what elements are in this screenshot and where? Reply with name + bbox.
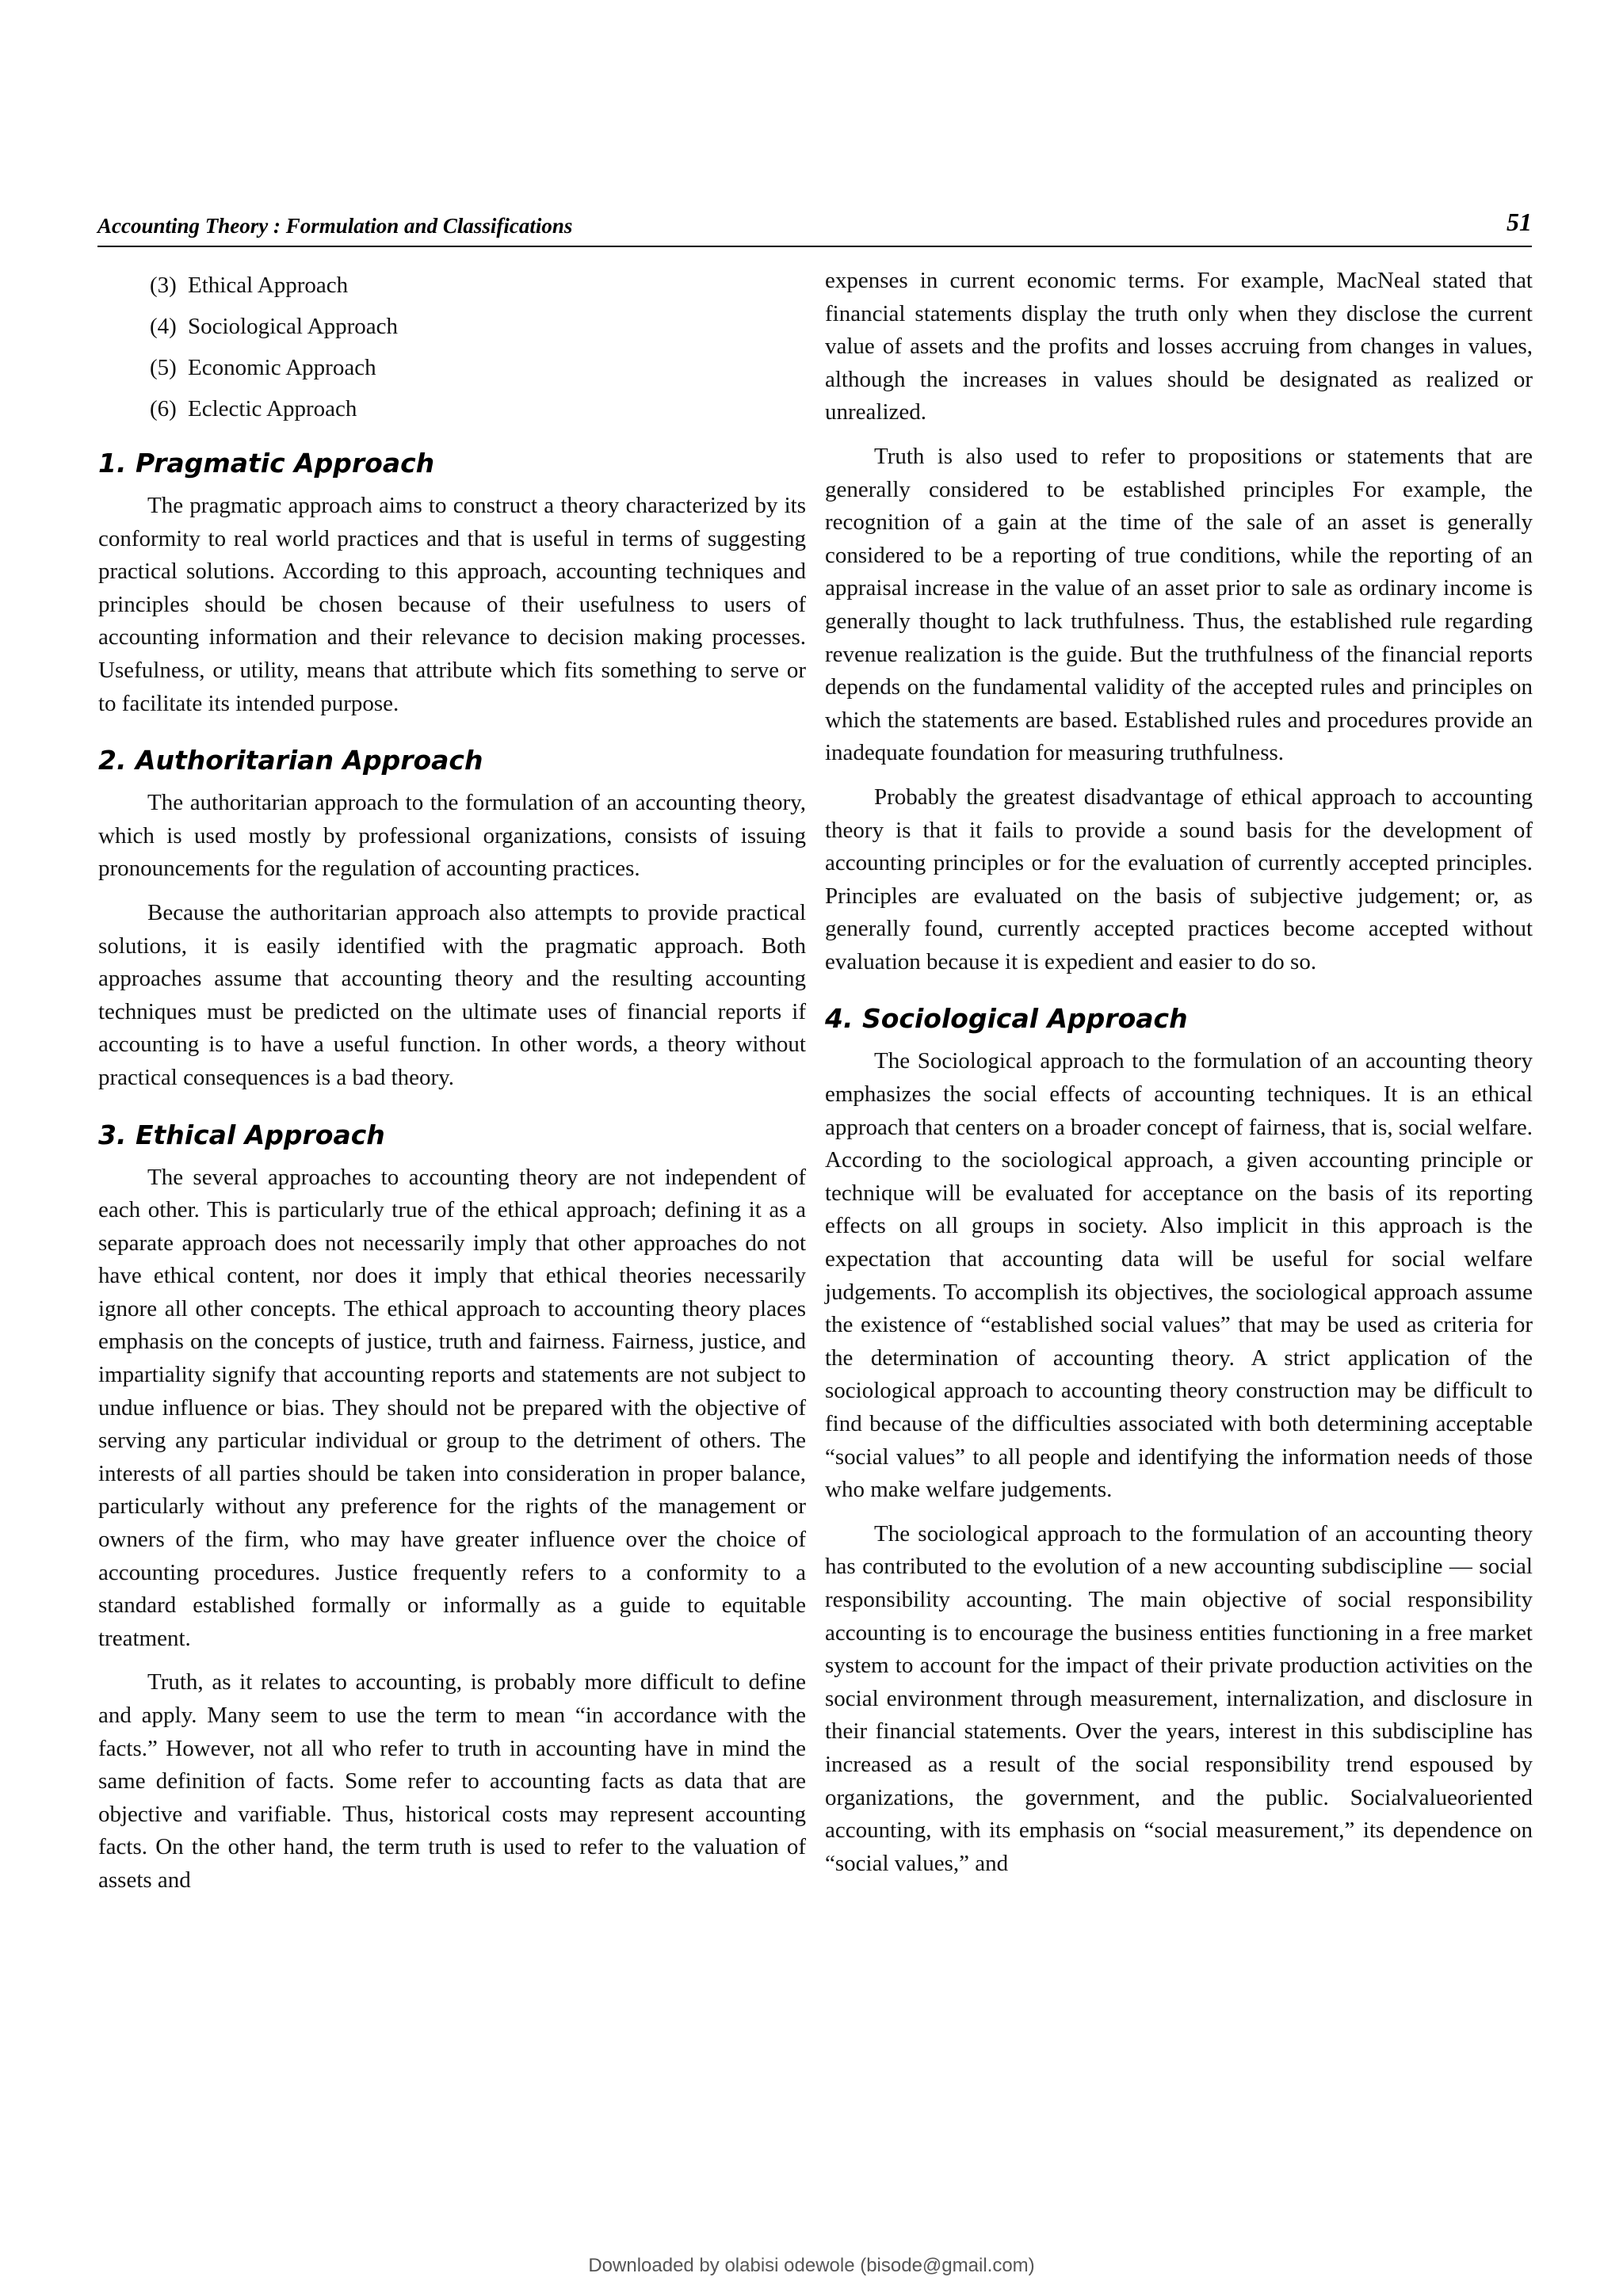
running-title: Accounting Theory : Formulation and Classifications bbox=[97, 214, 573, 238]
running-header bbox=[97, 208, 1532, 247]
list-item: (3) Ethical Approach bbox=[150, 273, 349, 298]
list-item: (6) Eclectic Approach bbox=[150, 396, 357, 421]
section-heading-pragmatic: 1. Pragmatic Approach bbox=[98, 448, 435, 479]
page-number: 51 bbox=[1507, 208, 1532, 236]
paragraph: The sociological approach to the formulation of an accounting theory has contributed to the evolution of a new accounting subdiscipline — social responsibility accounting. The main objective of social responsibility accounting is to encourage the business entities functioning in a free market system to account for the impact of their private production activities on the social environment through measurement, internalization, and disclosure in their financial statements. Over the years, interest in this subdiscipline has increased as a result of the social responsibility trend espoused by organizations, the government, and the public. Socialvalueoriented accounting, with its emphasis on “social measurement,” its dependence on “social values,” and bbox=[825, 1520, 1533, 1876]
paragraph: The Sociological approach to the formulation of an accounting theory emphasizes the social effects of accounting techniques. It is an ethical approach that centers on a broader concept of fairness, that is, social welfare. According to the sociological approach, a given accounting principle or technique will be evaluated for acceptance on the basis of its reporting effects on all groups in society. Also implicit in this approach is the expectation that accounting data will be useful for social welfare judgements. To accomplish its objectives, the sociological approach assume the existence of “established social values” that may be used as criteria for the determination of accounting theory. A strict application of the sociological approach to accounting theory construction may be difficult to find because of the difficulties associated with both determining acceptable “social values” to all people and identifying the information needs of those who make welfare judgements. bbox=[825, 1048, 1533, 1503]
section-heading-sociological: 4. Sociological Approach bbox=[825, 1003, 1188, 1035]
section-heading-ethical: 3. Ethical Approach bbox=[98, 1119, 385, 1150]
paragraph: The several approaches to accounting theory are not independent of each other. This is particularly true of the ethical approach; defining it as a separate approach does not necessarily imply that other approaches do not have ethical content, nor does it imply that ethical theories necessarily ignore all other concepts. The ethical approach to accounting theory places emphasis on the concepts of justice, truth and fairness. Fairness, justice, and impartiality signify that accounting reports and statements are not subject to undue influence or bias. They should not be prepared with the objective of serving any particular individual or group to the detriment of others. The interests of all parties should be taken into consideration in proper balance, particularly without any preference for the rights of the management or owners of the firm, who may have greater influence over the choice of accounting procedures. Justice frequently refers to a conformity to a standard established formally or informally as a guide to equitable treatment. bbox=[98, 1164, 806, 1651]
paragraph: The pragmatic approach aims to construct a theory characterized by its conformity to real world practices and that is useful in terms of suggesting practical solutions. According to this approach, accounting techniques and principles should be chosen because of their usefulness to users of accounting information and their relevance to decision making processes. Usefulness, or utility, means that attribute which fits something to serve or to facilitate its intended purpose. bbox=[98, 493, 806, 716]
right-column bbox=[825, 265, 1533, 1891]
download-footer: Downloaded by olabisi odewole (bisode@gmail.com) bbox=[588, 2255, 1035, 2276]
list-item: (5) Economic Approach bbox=[150, 355, 376, 380]
paragraph: Probably the greatest disadvantage of ethical approach to accounting theory is that it fails to provide a sound basis for the development of accounting principles or for the evaluation of currently accepted principles. Principles are evaluated on the basis of subjective judgement; or, as generally found, currently accepted practices become accepted without evaluation because it is expedient and easier to do so. bbox=[825, 784, 1533, 974]
section-heading-authoritarian: 2. Authoritarian Approach bbox=[98, 745, 483, 776]
paragraph: The authoritarian approach to the formulation of an accounting theory, which is used mostly by professional organizations, consists of issuing pronouncements for the regulation of accounting practices. bbox=[98, 790, 806, 882]
paragraph: Truth is also used to refer to propositions or statements that are generally considered to be established principles For example, the recognition of a gain at the time of the sale of an asset is generally considered to be a reporting of true conditions, while the reporting of an appraisal increase in the value of an asset prior to sale as ordinary income is generally thought to lack truthfulness. Thus, the established rule regarding revenue realization is the guide. But the truthfulness of the financial reports depends on the fundamental validity of the accepted rules and principles on which the statements are based. Established rules and procedures provide an inadequate foundation for measuring truthfulness. bbox=[825, 443, 1533, 766]
left-column bbox=[98, 265, 806, 1909]
paragraph: Because the authoritarian approach also attempts to provide practical solutions, it is easily identified with the pragmatic approach. Both approaches assume that accounting theory and the resulting accounting techniques must be predicted on the ultimate uses of financial reports if accounting is to have a useful function. In other words, a theory without practical consequences is a bad theory. bbox=[98, 899, 806, 1090]
list-item: (4) Sociological Approach bbox=[150, 314, 398, 339]
approach-list bbox=[98, 265, 806, 429]
paragraph: Truth, as it relates to accounting, is probably more difficult to define and apply. Many seem to use the term to mean “in accordance with the facts.” However, not all who refer to truth in accounting have in mind the same definition of facts. Some refer to accounting facts as data that are objective and varifiable. Thus, historical costs may represent accounting facts. On the other hand, the term truth is used to refer to the valuation of assets and bbox=[98, 1669, 806, 1893]
paragraph-continued: expenses in current economic terms. For example, MacNeal stated that financial statements display the truth only when they disclose the current value of assets and the profits and losses accruing from changes in values, although the increases in values should be designated as realized or unrealized. bbox=[825, 268, 1533, 425]
